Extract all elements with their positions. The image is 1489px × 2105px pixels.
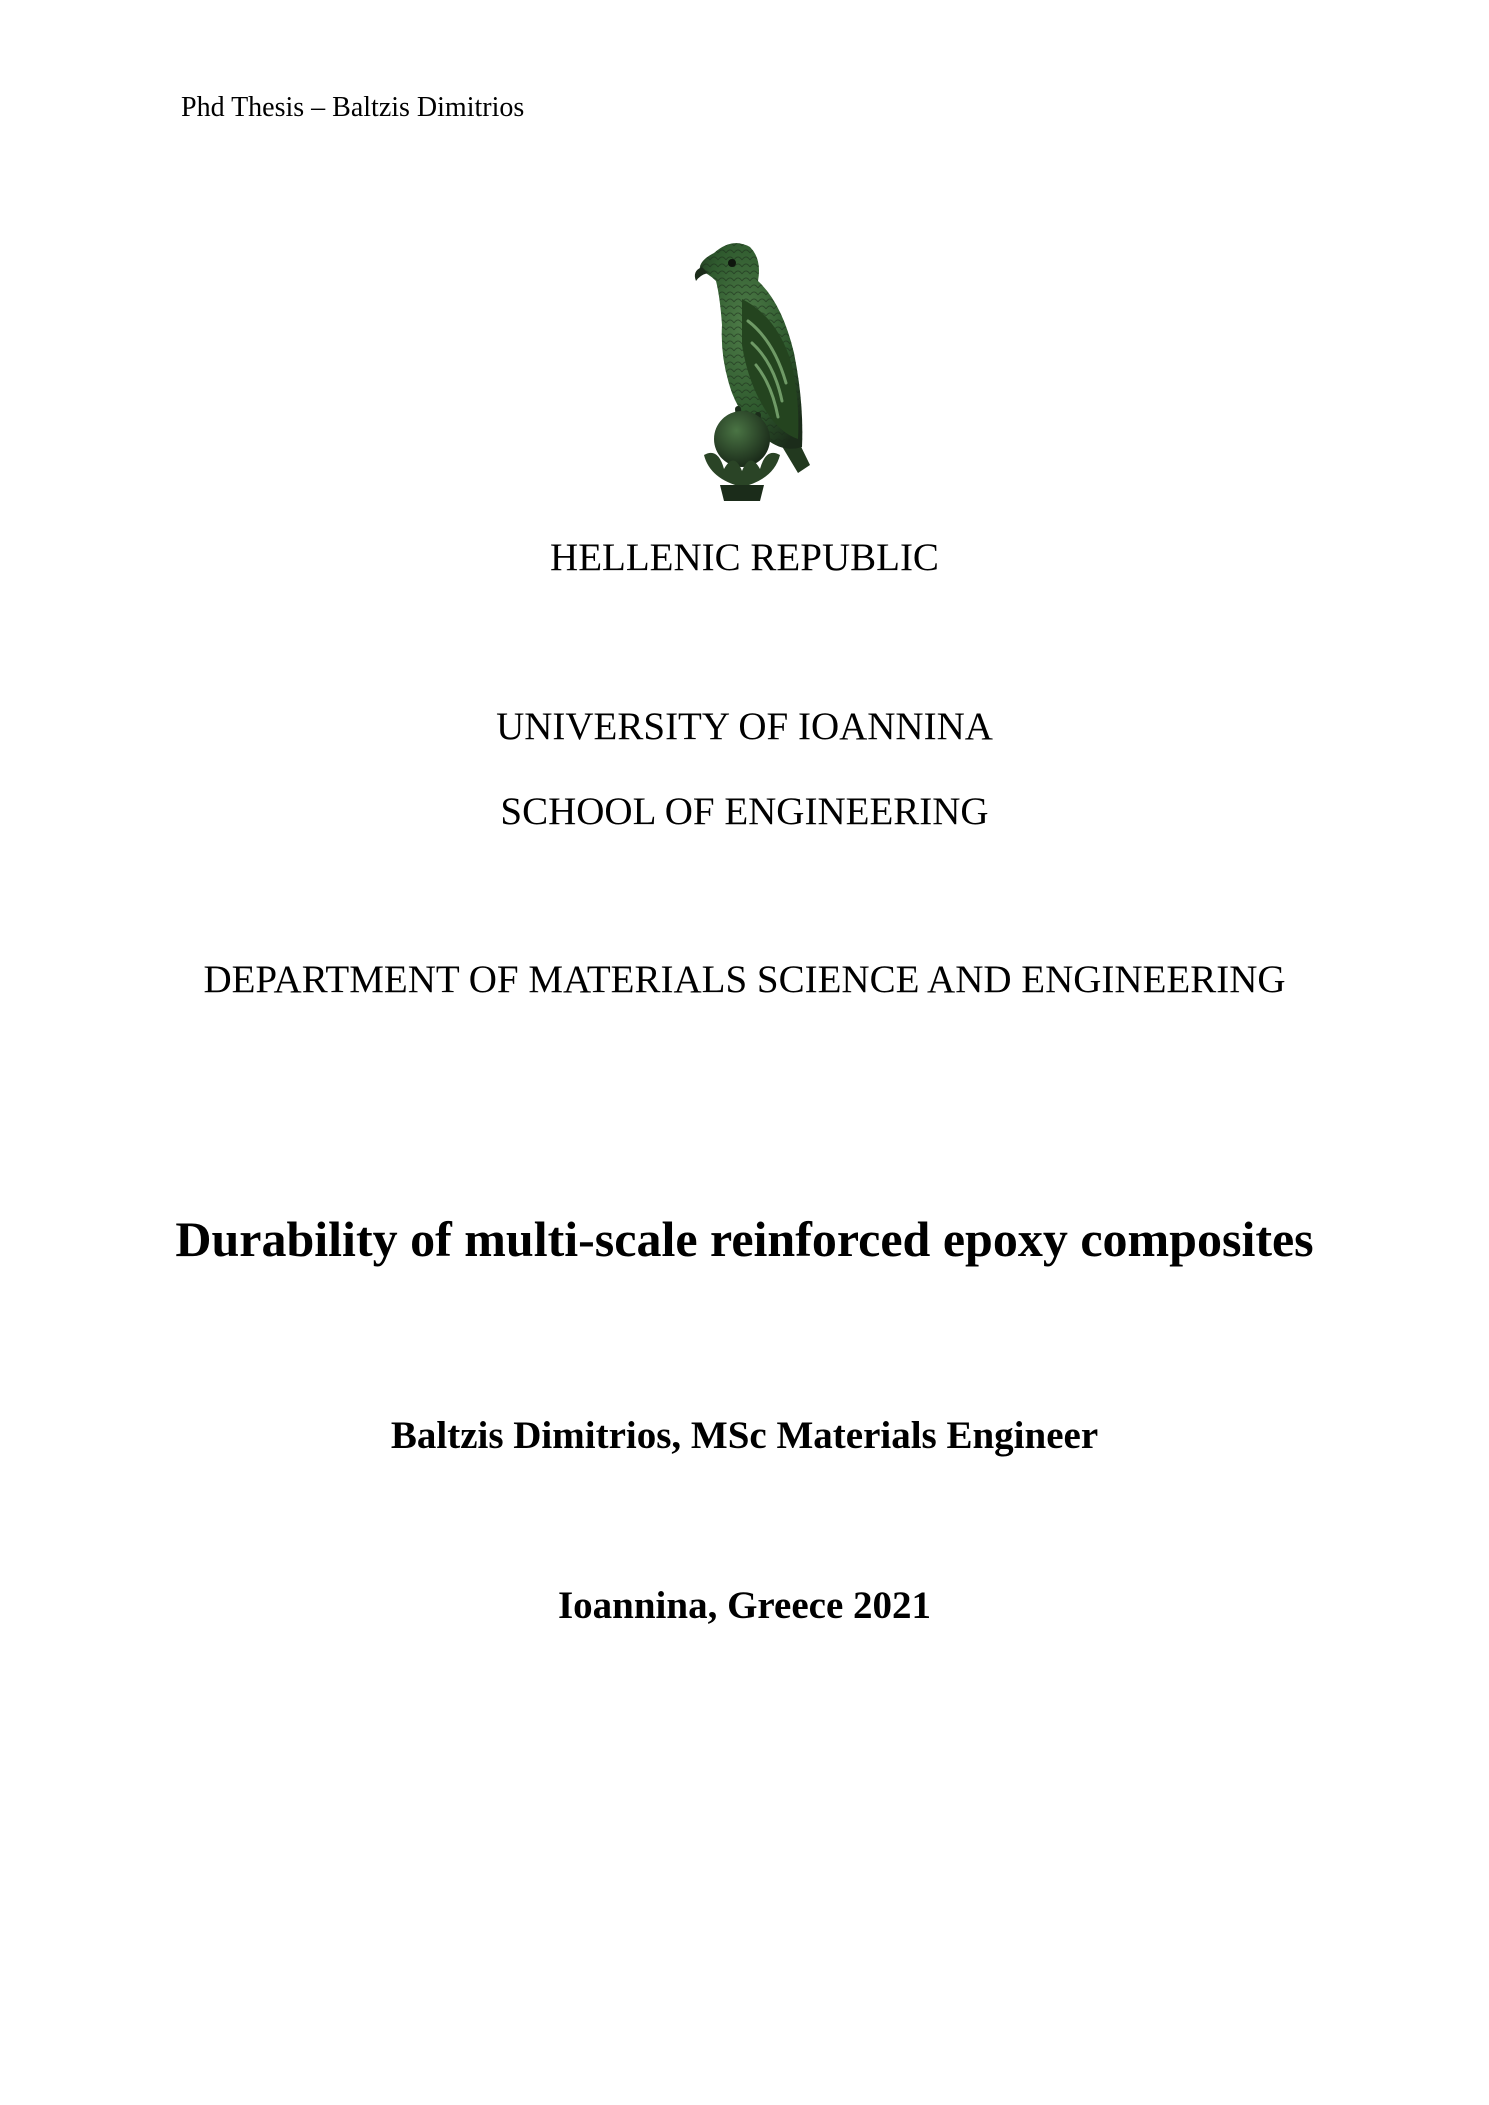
university-heading: UNIVERSITY OF IOANNINA bbox=[496, 705, 993, 748]
republic-heading: HELLENIC REPUBLIC bbox=[550, 536, 939, 579]
owl-emblem-icon bbox=[662, 233, 827, 505]
school-heading: SCHOOL OF ENGINEERING bbox=[500, 790, 989, 833]
thesis-author: Baltzis Dimitrios, MSc Materials Engineer bbox=[390, 1414, 1099, 1457]
place-and-year: Ioannina, Greece 2021 bbox=[557, 1584, 931, 1627]
department-heading: DEPARTMENT OF MATERIALS SCIENCE AND ENGINEERING bbox=[203, 958, 1286, 1001]
thesis-title: Durability of multi-scale reinforced epoxy composites bbox=[175, 1211, 1314, 1267]
running-header: Phd Thesis – Baltzis Dimitrios bbox=[181, 92, 525, 123]
